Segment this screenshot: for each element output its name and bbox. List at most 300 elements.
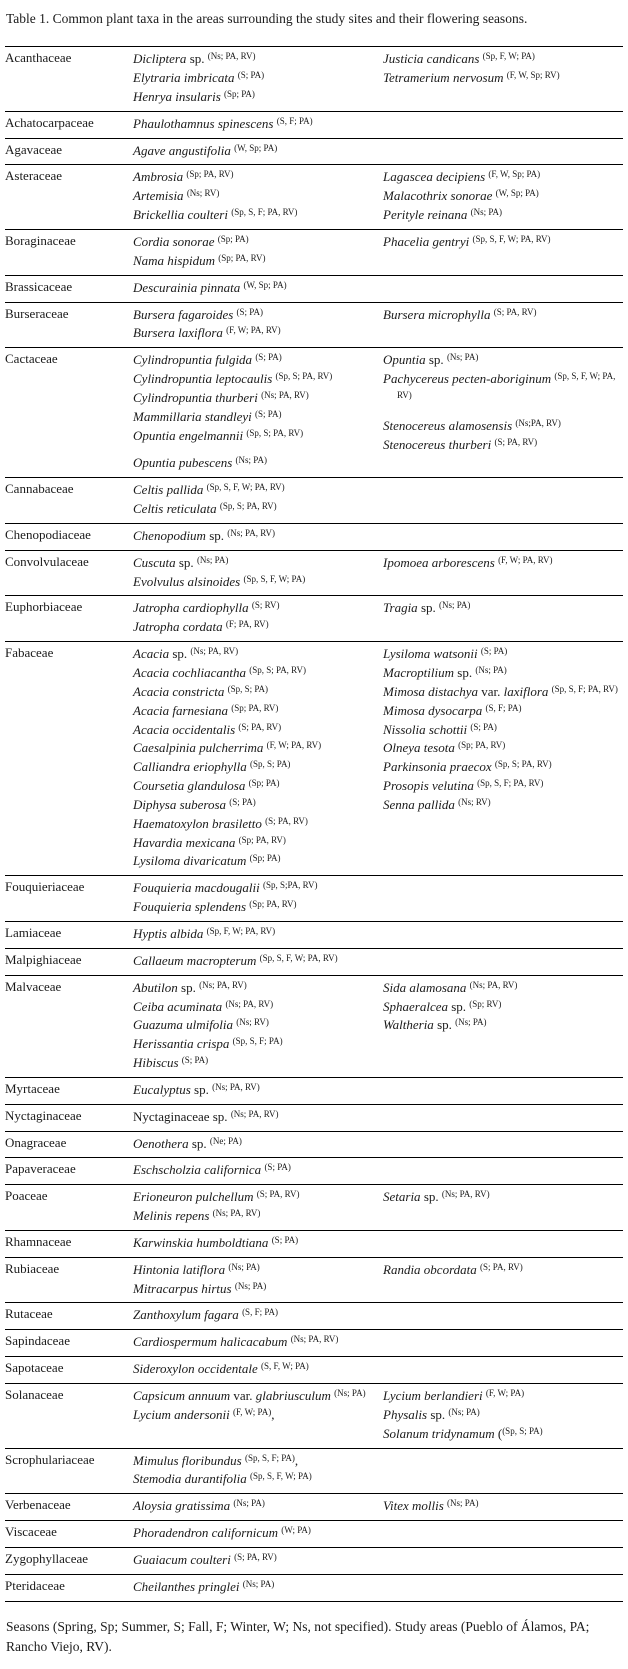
family-cell: Poaceae (5, 1188, 48, 1204)
species-entry (133, 879, 381, 898)
season-area-code: (Ns; PA, RV) (441, 1189, 490, 1200)
season-area-code: (S; PA, RV) (493, 306, 537, 317)
species-entry (383, 1016, 621, 1035)
species-entry (133, 796, 381, 815)
species-entry (133, 233, 381, 252)
species-name: Elytraria imbricata (133, 70, 238, 86)
species-cell-right (383, 596, 623, 642)
species-entry (133, 481, 381, 500)
species-name: Perityle reinana (383, 207, 471, 223)
season-area-code: (Sp, S, F, W; PA, RV) (397, 371, 616, 400)
season-area-code: (S; PA) (271, 1234, 299, 1245)
table-body (5, 47, 623, 1601)
table-row (5, 1158, 623, 1185)
species-entry (383, 998, 621, 1017)
table-row (5, 1521, 623, 1548)
species-entry (133, 1234, 381, 1253)
season-area-code: (Sp; PA, RV) (249, 899, 297, 910)
species-name: Artemisia (133, 188, 187, 204)
season-area-code: (Ns; PA, RV) (190, 646, 239, 657)
species-cell-right (383, 348, 623, 478)
table-row (5, 1547, 623, 1574)
species-name: sp. (169, 646, 191, 662)
species-name: Hibiscus (133, 1055, 182, 1071)
species-entry (133, 1035, 381, 1054)
species-entry (383, 1497, 621, 1516)
table-row (5, 1077, 623, 1104)
species-cell-right (383, 1303, 623, 1330)
species-entry (383, 664, 621, 683)
species-name: Mimosa distachya (383, 683, 478, 699)
season-area-code: (Ns; PA) (228, 1261, 260, 1272)
table-caption: Table 1. Common plant taxa in the areas surrounding the study sites and their flowering seasons. (6, 11, 528, 26)
family-cell: Malpighiaceae (5, 951, 82, 967)
table-row (5, 642, 623, 876)
species-entry (133, 1081, 381, 1100)
species-name: Acacia farnesiana (133, 702, 232, 718)
family-cell: Chenopodiaceae (5, 526, 91, 542)
species-cell-left (133, 1384, 383, 1449)
species-cell-left (133, 111, 383, 138)
season-area-code: (S, F; PA) (485, 702, 522, 713)
species-name: Opuntia engelmannii (133, 427, 247, 443)
season-area-code: (S; PA, RV) (238, 721, 282, 732)
species-entry (133, 527, 381, 546)
table-row (5, 1230, 623, 1257)
species-name: Celtis pallida (133, 482, 207, 498)
species-entry (133, 1333, 381, 1352)
species-name: Erioneuron pulchellum (133, 1189, 257, 1205)
species-cell-left (133, 975, 383, 1077)
species-name: Herissantia crispa (133, 1036, 233, 1052)
species-entry (133, 69, 381, 88)
season-area-code: (Ns; PA, RV) (212, 1081, 260, 1092)
species-name: sp. (190, 1081, 213, 1097)
species-cell-right (383, 302, 623, 348)
season-area-code: (Sp, S; PA) (250, 759, 291, 770)
species-entry (383, 777, 621, 796)
species-entry (133, 554, 381, 573)
species-name: Randia obcordata (383, 1261, 481, 1277)
species-entry (133, 998, 381, 1017)
species-name: laxiflora (503, 683, 552, 699)
season-area-code: (Ns; RV) (236, 1017, 269, 1028)
season-area-code: (Ns; PA) (447, 1498, 479, 1509)
season-area-code: (W, Sp; PA) (243, 279, 287, 290)
family-cell: Scrophulariaceae (5, 1451, 95, 1467)
species-name: Opuntia pubescens (133, 455, 236, 471)
species-name: Nissolia schottii (383, 721, 471, 737)
species-entry (133, 408, 381, 427)
species-name: Callaeum macropterum (133, 952, 260, 968)
species-cell-right (383, 165, 623, 230)
season-area-code: (Ns; PA, RV) (199, 979, 247, 990)
species-name: Cuscuta (133, 554, 176, 570)
table-row (5, 1330, 623, 1357)
species-entry (383, 187, 621, 206)
season-area-code: (Sp, S; PA, RV) (219, 501, 277, 512)
species-cell-left (133, 1131, 383, 1158)
species-cell-right (383, 1230, 623, 1257)
species-name: Hyptis albida (133, 925, 207, 941)
season-area-code: (Sp; PA) (248, 778, 280, 789)
season-area-code: (Ns; PA) (455, 1017, 487, 1028)
table-row (5, 876, 623, 922)
species-cell-left (133, 1574, 383, 1601)
family-cell: Lamiaceae (5, 924, 62, 940)
season-area-code: (Sp, S, F; PA) (232, 1036, 283, 1047)
species-entry (133, 1551, 381, 1570)
species-cell-right (383, 921, 623, 948)
species-entry (133, 306, 381, 325)
species-cell-left (133, 1185, 383, 1231)
season-area-code: (F, W; PA) (485, 1388, 525, 1398)
species-entry (383, 554, 621, 573)
species-cell-left (133, 1230, 383, 1257)
family-cell: Myrtaceae (5, 1080, 60, 1096)
species-entry (133, 88, 381, 107)
species-entry (383, 1188, 621, 1207)
season-area-code: (F, W; PA, RV) (266, 740, 322, 751)
season-area-code: (Sp; PA, RV) (458, 740, 506, 751)
season-area-code: (Ns; RV) (458, 796, 491, 807)
season-area-code: (Sp, S, F; PA, RV) (477, 778, 544, 789)
season-area-code: (Sp, S, F; PA, RV) (231, 207, 298, 218)
species-entry (133, 599, 381, 618)
species-cell-left (133, 1104, 383, 1131)
species-name: Pachycereus pecten-aboriginum (383, 371, 555, 387)
species-cell-left (133, 642, 383, 876)
season-area-code: (Ns; PA, RV) (227, 527, 275, 538)
species-cell-left (133, 523, 383, 550)
species-name: Bursera laxiflora (133, 325, 227, 341)
species-name: Havardia mexicana (133, 834, 239, 850)
species-name: Lysiloma watsonii (383, 646, 481, 662)
species-entry (383, 721, 621, 740)
family-cell: Sapindaceae (5, 1333, 70, 1349)
species-entry (133, 1360, 381, 1379)
species-name: Celtis reticulata (133, 501, 220, 517)
season-area-code: (Sp, S; PA, RV) (275, 371, 333, 382)
table-row (5, 1104, 623, 1131)
season-area-code: (Ns; PA) (446, 352, 479, 363)
family-cell: Nyctaginaceae (5, 1107, 82, 1123)
species-entry (133, 1188, 381, 1207)
species-name: Vitex mollis (383, 1498, 448, 1514)
species-entry (133, 1470, 381, 1489)
species-cell-left (133, 1494, 383, 1521)
season-area-code: (Ns; PA, RV) (207, 51, 256, 62)
species-name: Jatropha cordata (133, 619, 226, 635)
species-entry (133, 500, 381, 519)
species-entry (383, 1406, 621, 1425)
species-cell-left (133, 138, 383, 165)
species-name: sp. (420, 1189, 442, 1205)
species-name: Sphaeralcea (383, 998, 448, 1014)
species-name: Malacothrix sonorae (383, 188, 496, 204)
season-area-code: (S; PA, RV) (234, 1551, 277, 1562)
species-name: Aloysia gratissima (133, 1498, 234, 1514)
table-row (5, 1574, 623, 1601)
species-cell-left (133, 1330, 383, 1357)
species-name: Ipomoea arborescens (383, 554, 499, 570)
species-entry (133, 187, 381, 206)
species-name: Mammillaria standleyi (133, 408, 256, 424)
species-cell-right (383, 550, 623, 596)
species-name: Sideroxylon occidentale (133, 1361, 262, 1377)
season-area-code: (S; PA) (236, 306, 263, 317)
species-name: Stemodia durantifolia (133, 1471, 250, 1487)
family-cell: Convolvulaceae (5, 553, 89, 569)
season-area-code: (Ns; PA) (235, 455, 267, 466)
species-entry (383, 796, 621, 815)
season-area-code: (Sp; PA) (217, 233, 249, 244)
family-cell: Boraginaceae (5, 232, 76, 248)
species-name: Hintonia latiflora (133, 1261, 229, 1277)
species-cell-right (383, 948, 623, 975)
season-area-code: (W; PA) (281, 1525, 311, 1536)
species-cell-right (383, 47, 623, 112)
season-area-code: (Sp, S, F; PA, RV) (551, 683, 618, 694)
season-area-code: (Ns; PA, RV) (261, 389, 309, 400)
season-area-code: (Sp, S; PA, RV) (249, 665, 306, 675)
species-name: sp. (188, 1135, 210, 1151)
season-area-code: (Ns; PA, RV) (230, 1108, 279, 1119)
species-entry (133, 1524, 381, 1543)
species-name: Abutilon (133, 979, 178, 995)
species-entry (383, 233, 621, 252)
species-name: Chenopodium (133, 527, 206, 543)
species-name: Mimosa dysocarpa (383, 702, 486, 718)
species-cell-left (133, 1521, 383, 1548)
species-name: Olneya tesota (383, 740, 459, 756)
species-name: sp. (454, 665, 476, 680)
species-cell-left (133, 876, 383, 922)
season-area-code: (F, W; PA) (233, 1406, 272, 1417)
species-name: Cardiospermum halicacabum (133, 1334, 291, 1350)
species-name: Justicia candicans (383, 51, 483, 67)
species-cell-right (383, 1547, 623, 1574)
species-name: Acacia occidentalis (133, 721, 239, 737)
season-area-code: (S; PA, RV) (494, 436, 538, 447)
season-area-code: (Ns; PA) (233, 1498, 265, 1509)
family-cell: Achatocarpaceae (5, 114, 94, 130)
species-name: sp. (175, 554, 197, 570)
season-area-code: (Sp; PA) (249, 853, 281, 864)
species-cell-right (383, 876, 623, 922)
species-name: sp. (447, 998, 470, 1014)
species-name: sp. (433, 1017, 456, 1033)
species-name: Tragia (383, 600, 418, 616)
species-entry (383, 168, 621, 187)
season-area-code: (S; PA) (229, 796, 256, 807)
species-name: var. (477, 683, 504, 699)
family-cell: Rutaceae (5, 1306, 53, 1322)
species-name: Agave angustifolia (133, 142, 235, 158)
species-name: Lagascea decipiens (383, 169, 489, 185)
season-area-code: (Ns; PA, RV) (290, 1334, 339, 1345)
season-area-code: (Sp, S, F, W; PA, RV) (472, 233, 551, 244)
species-name: Coursetia glandulosa (133, 778, 249, 794)
species-entry (133, 168, 381, 187)
species-name: Diphysa suberosa (133, 796, 230, 812)
species-entry (133, 1452, 381, 1471)
season-area-code: (Sp, F, W; PA, RV) (206, 925, 276, 936)
family-cell: Asteraceae (5, 168, 63, 184)
season-area-code: (W, Sp; PA) (234, 142, 278, 153)
species-name: Brickellia coulteri (133, 207, 232, 223)
species-cell-left (133, 302, 383, 348)
species-name: Oenothera (133, 1135, 189, 1151)
species-name: sp. (186, 51, 208, 67)
species-cell-left (133, 1158, 383, 1185)
species-name: , (271, 1406, 275, 1422)
species-cell-right (383, 111, 623, 138)
species-cell-right (383, 1330, 623, 1357)
table-row (5, 523, 623, 550)
species-cell-right (383, 275, 623, 302)
species-entry (383, 206, 621, 225)
species-cell-left (133, 229, 383, 275)
species-entry (383, 50, 621, 69)
species-entry (133, 852, 381, 871)
species-entry (133, 1387, 381, 1406)
species-name: Lycium berlandieri (383, 1388, 486, 1403)
species-cell-right (383, 478, 623, 524)
species-cell-left (133, 47, 383, 112)
species-name: Evolvulus alsinoides (133, 573, 244, 589)
species-name: ( (494, 1425, 503, 1441)
species-cell-left (133, 478, 383, 524)
table-row (5, 550, 623, 596)
season-area-code: (Sp; PA, RV) (186, 169, 234, 180)
species-entry (133, 758, 381, 777)
species-name: Waltheria (383, 1017, 434, 1033)
family-cell: Cannabaceae (5, 481, 74, 497)
season-area-code: (Ne; PA) (209, 1135, 242, 1146)
species-name: Cordia sonorae (133, 233, 218, 249)
species-cell-left (133, 1448, 383, 1494)
table-row (5, 138, 623, 165)
species-name: Cylindropuntia fulgida (133, 352, 256, 368)
family-cell: Zygophyllaceae (5, 1550, 89, 1566)
season-area-code: (Ns; PA) (439, 600, 471, 611)
season-area-code: (F, W, Sp; PA) (488, 169, 541, 180)
species-cell-left (133, 948, 383, 975)
season-area-code: (Sp, S, F, W; PA, RV) (259, 952, 338, 963)
table-row (5, 229, 623, 275)
season-area-code: (S; PA) (181, 1055, 209, 1066)
species-entry (133, 645, 381, 664)
species-entry (133, 1135, 381, 1154)
species-entry (383, 69, 621, 88)
species-entry (133, 777, 381, 796)
species-entry (133, 324, 381, 343)
species-entry (383, 1261, 621, 1280)
family-cell: Euphorbiaceae (5, 599, 83, 615)
species-cell-left (133, 165, 383, 230)
species-cell-right (383, 138, 623, 165)
season-area-code: (S; PA, RV) (265, 815, 308, 826)
season-area-code: (F; PA, RV) (225, 619, 269, 630)
season-area-code: (Sp; PA, RV) (231, 702, 279, 713)
species-cell-left (133, 1547, 383, 1574)
season-area-code: (S; PA, RV) (256, 1189, 300, 1200)
table-row (5, 1303, 623, 1330)
family-cell: Rubiaceae (5, 1260, 60, 1276)
species-name: Tetramerium nervosum (383, 70, 507, 86)
species-entry (133, 389, 381, 408)
table-row (5, 1131, 623, 1158)
species-entry (383, 417, 621, 436)
species-name: Prosopis velutina (383, 778, 478, 794)
species-entry (133, 834, 381, 853)
table-row (5, 302, 623, 348)
season-area-code: (S; PA, RV) (480, 1261, 523, 1272)
species-name: Fouquieria splendens (133, 899, 250, 915)
species-entry (133, 618, 381, 637)
species-cell-left (133, 550, 383, 596)
species-cell-right (383, 1494, 623, 1521)
table-row (5, 275, 623, 302)
season-area-code: (Ns; PA) (234, 1280, 267, 1291)
species-entry (383, 979, 621, 998)
species-entry (383, 1387, 621, 1406)
species-cell-right (383, 523, 623, 550)
species-name: Cylindropuntia thurberi (133, 389, 262, 405)
table-row (5, 1384, 623, 1449)
species-cell-left (133, 921, 383, 948)
table-row (5, 1357, 623, 1384)
season-area-code: (F, W; PA, RV) (498, 554, 553, 565)
season-area-code: (Sp; PA, RV) (238, 834, 286, 845)
plant-taxa-table (5, 46, 623, 1601)
species-cell-right (383, 642, 623, 876)
table-row (5, 47, 623, 112)
family-cell: Fabaceae (5, 645, 54, 661)
species-entry (133, 573, 381, 592)
species-name: Setaria (383, 1189, 421, 1205)
species-cell-right (383, 1574, 623, 1601)
species-name: Eucalyptus (133, 1081, 191, 1097)
family-cell: Burseraceae (5, 305, 69, 321)
species-name: Acacia constricta (133, 683, 228, 699)
table-row (5, 948, 623, 975)
season-area-code: (Ns; PA, RV) (469, 979, 518, 990)
species-entry (133, 1261, 381, 1280)
season-area-code: (Ns; PA) (475, 665, 507, 675)
species-name: Bursera fagaroides (133, 306, 237, 322)
season-area-code: (Ns; PA) (470, 207, 503, 218)
species-name: Opuntia (383, 352, 426, 368)
species-name: Jatropha cardiophylla (133, 600, 252, 616)
species-name: Fouquieria macdougalii (133, 880, 263, 896)
species-name: Nama hispidum (133, 252, 219, 268)
species-entry (133, 925, 381, 944)
species-cell-left (133, 1357, 383, 1384)
species-entry (133, 952, 381, 971)
species-cell-left (133, 1303, 383, 1330)
season-area-code: (S; PA) (255, 352, 282, 363)
season-area-code: (Ns; PA) (448, 1406, 480, 1417)
season-area-code: (Ns; PA, RV) (225, 998, 274, 1009)
family-cell: Agavaceae (5, 141, 63, 157)
season-area-code: (Sp, S; PA, RV) (246, 427, 304, 438)
species-cell-left (133, 1077, 383, 1104)
season-area-code: (Sp, S; PA) (502, 1425, 543, 1436)
species-name: Guaiacum coulteri (133, 1551, 235, 1567)
species-entry (133, 1280, 381, 1299)
